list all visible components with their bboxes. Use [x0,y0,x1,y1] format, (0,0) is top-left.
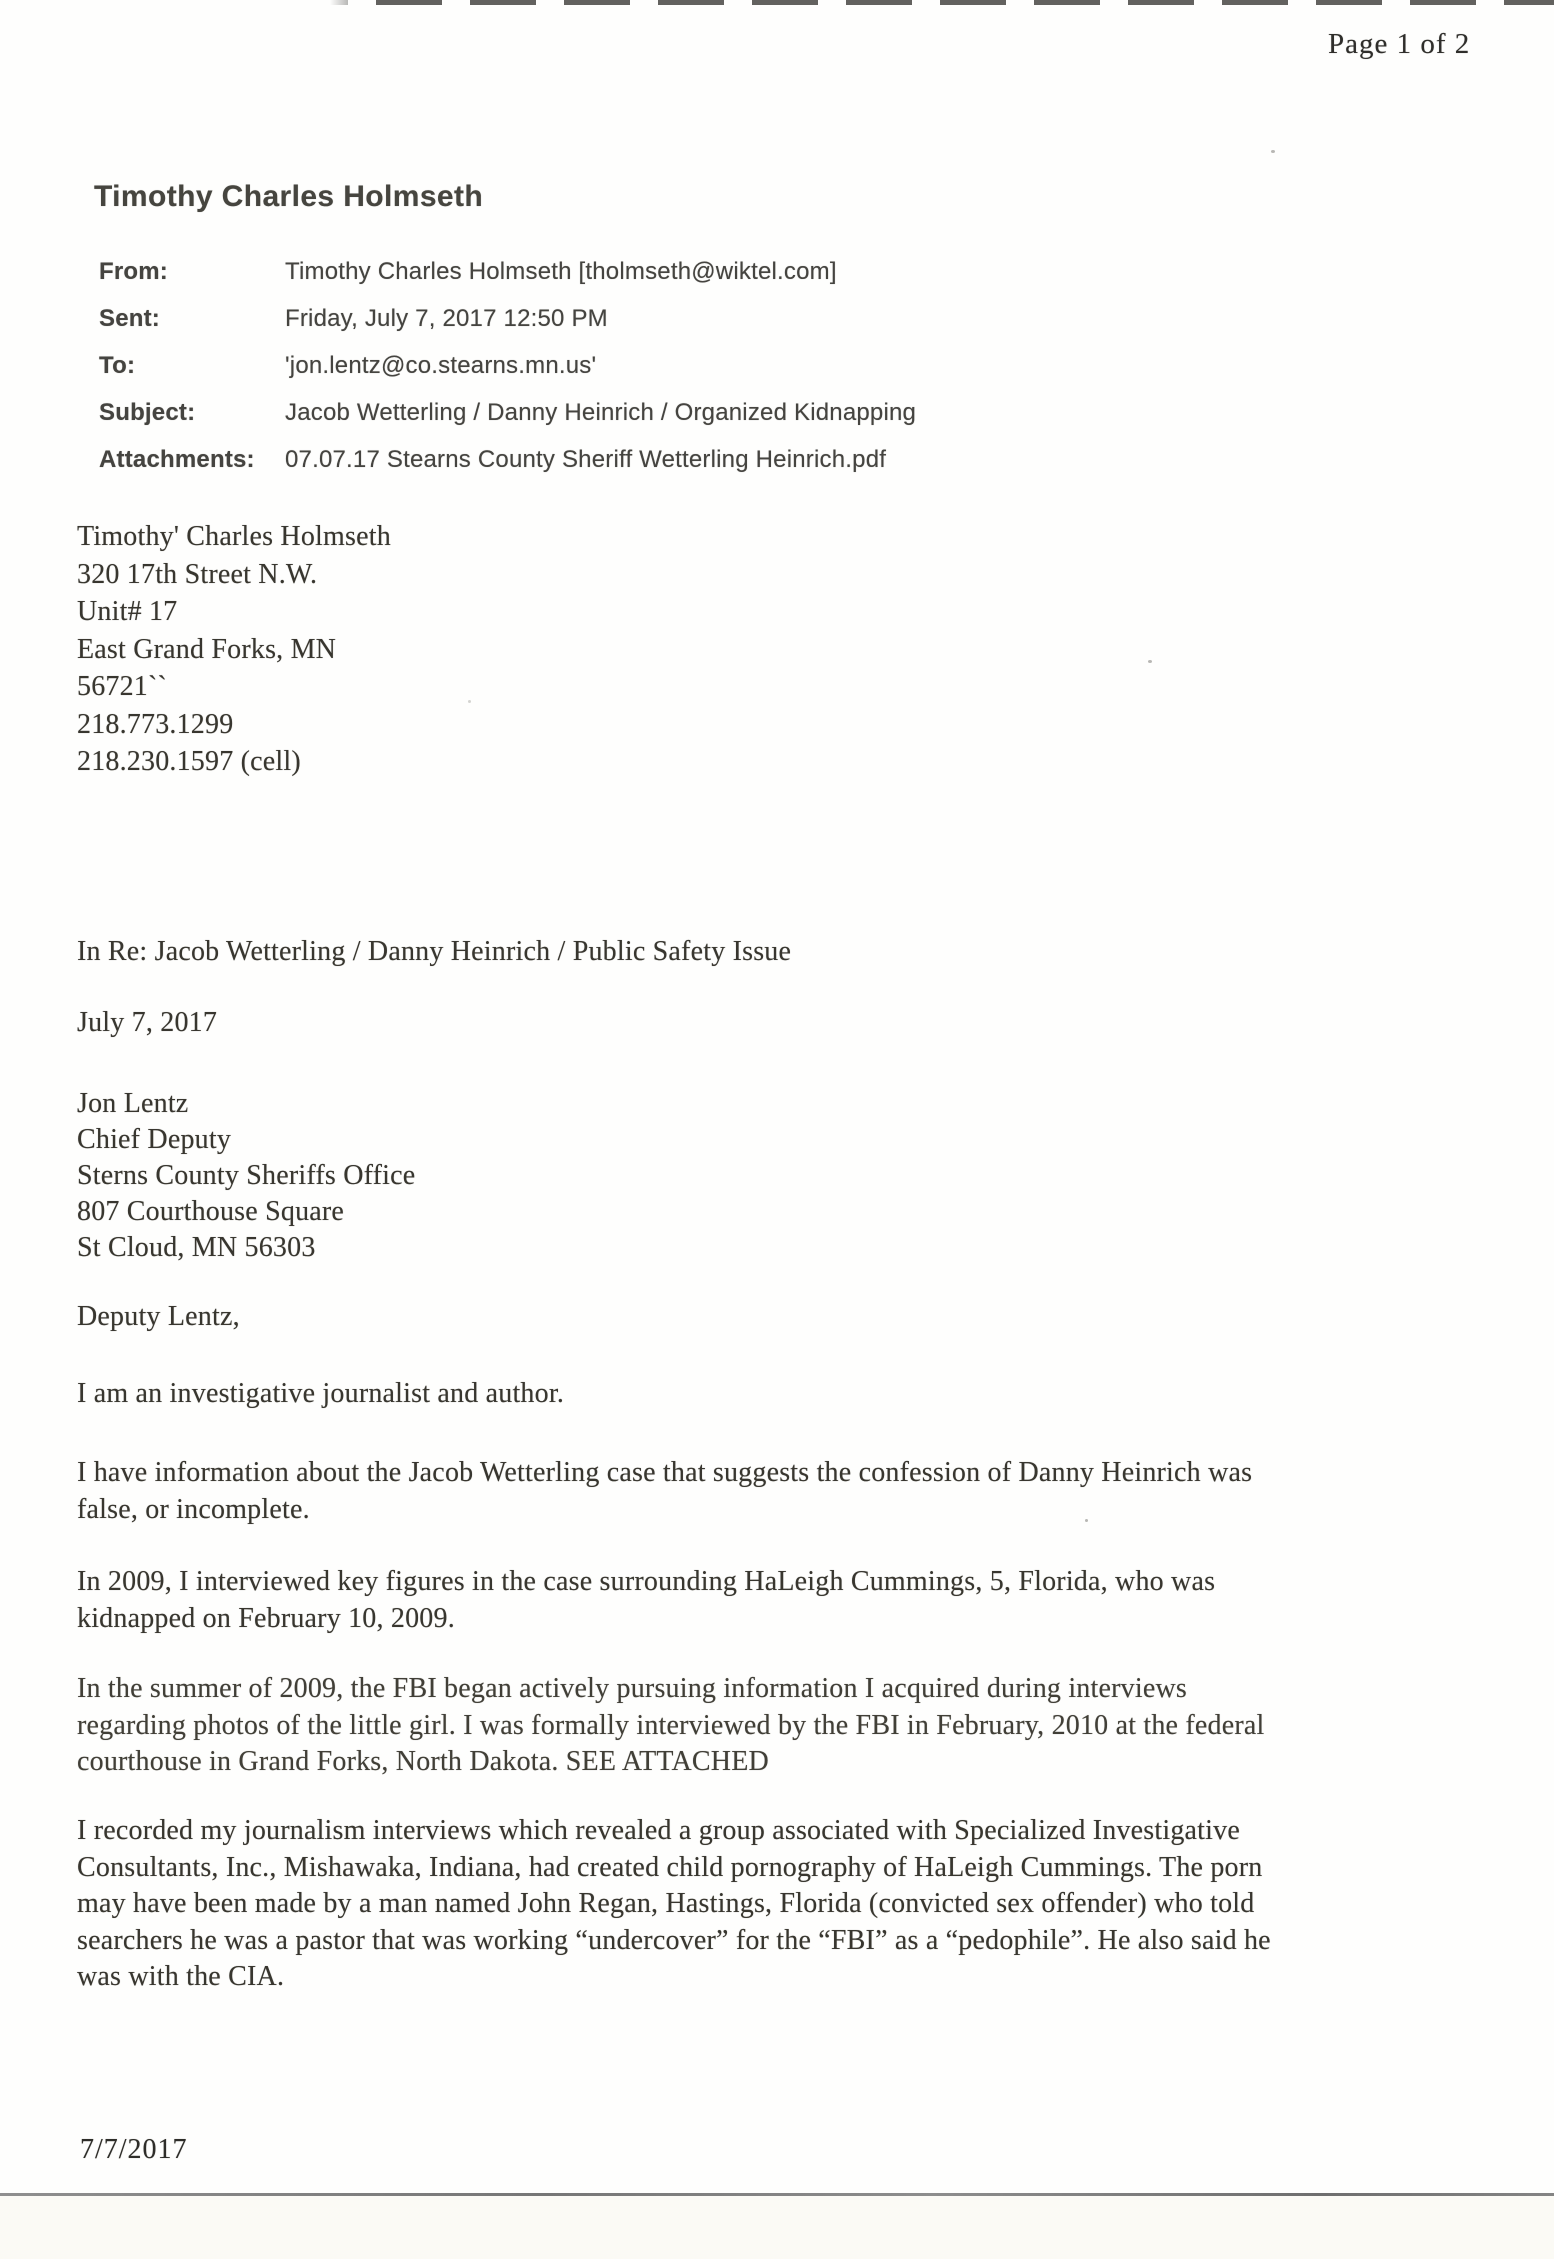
paragraph-line: I am an investigative journalist and author. [77,1378,565,1409]
paragraph-line: searchers he was a pastor that was working “undercover” for the “FBI” as a “pedophile”. He also said he [77,1924,1271,1956]
sender-zip-line: 56721ˋˋ [77,671,168,702]
letter-date-line: July 7, 2017 [77,1007,218,1038]
sender-phone-line: 218.773.1299 [77,708,234,740]
scan-speck [1085,1519,1088,1522]
recipient-name-line: Jon Lentz [77,1088,189,1119]
paragraph-line: regarding photos of the little girl. I was formally interviewed by the FBI in February, 2010 at the federal [77,1709,1265,1741]
email-field-attachments-value: 07.07.17 Stearns County Sheriff Wetterling Heinrich.pdf [285,446,887,473]
re-subject-line: In Re: Jacob Wetterling / Danny Heinrich / Public Safety Issue [77,936,792,967]
email-field-subject [99,399,916,426]
recipient-title-line: Chief Deputy [77,1124,232,1155]
email-field-to [99,352,916,379]
body-paragraph-2 [77,1455,1517,1528]
body-paragraph-1 [77,1376,1517,1413]
email-field-to-label: To: [99,352,136,379]
sender-address-block [77,518,391,781]
scan-artifact-bottom-edge [0,2196,1554,2259]
email-field-sent-label: Sent: [99,305,160,332]
salutation: Deputy Lentz, [77,1301,240,1332]
email-field-attachments [99,446,916,473]
sender-cell-line: 218.230.1597 (cell) [77,746,301,777]
sender-city-line: East Grand Forks, MN [77,633,337,665]
recipient-address-block [77,1086,415,1266]
paragraph-line: I have information about the Jacob Wetterling case that suggests the confession of Danny Heinrich was [77,1457,1253,1488]
scan-artifact-top-edge [0,0,1554,5]
email-header-title: Timothy Charles Holmseth [94,180,484,213]
sender-name-line: Timothy' Charles Holmseth [77,521,391,552]
recipient-city-line: St Cloud, MN 56303 [77,1232,316,1263]
footer-print-date: 7/7/2017 [80,2134,188,2165]
email-field-from-value: Timothy Charles Holmseth [tholmseth@wiktel.com] [285,258,837,285]
body-paragraph-3 [77,1564,1517,1637]
paragraph-line: In 2009, I interviewed key figures in the case surrounding HaLeigh Cummings, 5, Florida, who was [77,1566,1216,1597]
scan-speck [1148,660,1152,663]
sender-street-line: 320 17th Street N.W. [77,558,318,590]
email-field-from [99,258,916,285]
scan-speck [468,700,471,703]
paragraph-line: false, or incomplete. [77,1493,310,1525]
paragraph-line: was with the CIA. [77,1961,285,1992]
paragraph-line: may have been made by a man named John Regan, Hastings, Florida (convicted sex offender) who told [77,1888,1255,1919]
sender-unit-line: Unit# 17 [77,596,178,627]
page-indicator: Page 1 of 2 [1328,28,1471,60]
email-field-to-value: 'jon.lentz@co.stearns.mn.us' [285,352,597,379]
paragraph-line: Consultants, Inc., Mishawaka, Indiana, had created child pornography of HaLeigh Cummings. The porn [77,1851,1263,1883]
email-field-sent-value: Friday, July 7, 2017 12:50 PM [285,305,608,332]
email-field-from-label: From: [99,258,168,285]
scan-speck [1271,150,1275,153]
paragraph-line: courthouse in Grand Forks, North Dakota. SEE ATTACHED [77,1746,769,1777]
email-field-subject-value: Jacob Wetterling / Danny Heinrich / Organized Kidnapping [285,399,917,426]
paragraph-line: I recorded my journalism interviews which revealed a group associated with Specialized Investigative [77,1815,1240,1846]
paragraph-line: In the summer of 2009, the FBI began actively pursuing information I acquired during interviews [77,1673,1187,1704]
body-paragraph-4 [77,1671,1517,1781]
recipient-office-line: Sterns County Sheriffs Office [77,1160,416,1191]
email-field-subject-label: Subject: [99,399,196,426]
paragraph-line: kidnapped on February 10, 2009. [77,1602,455,1634]
email-field-attachments-label: Attachments: [99,446,255,473]
email-header-fields [99,258,916,493]
body-paragraph-5 [77,1813,1517,1996]
email-field-sent [99,305,916,332]
recipient-street-line: 807 Courthouse Square [77,1196,345,1227]
